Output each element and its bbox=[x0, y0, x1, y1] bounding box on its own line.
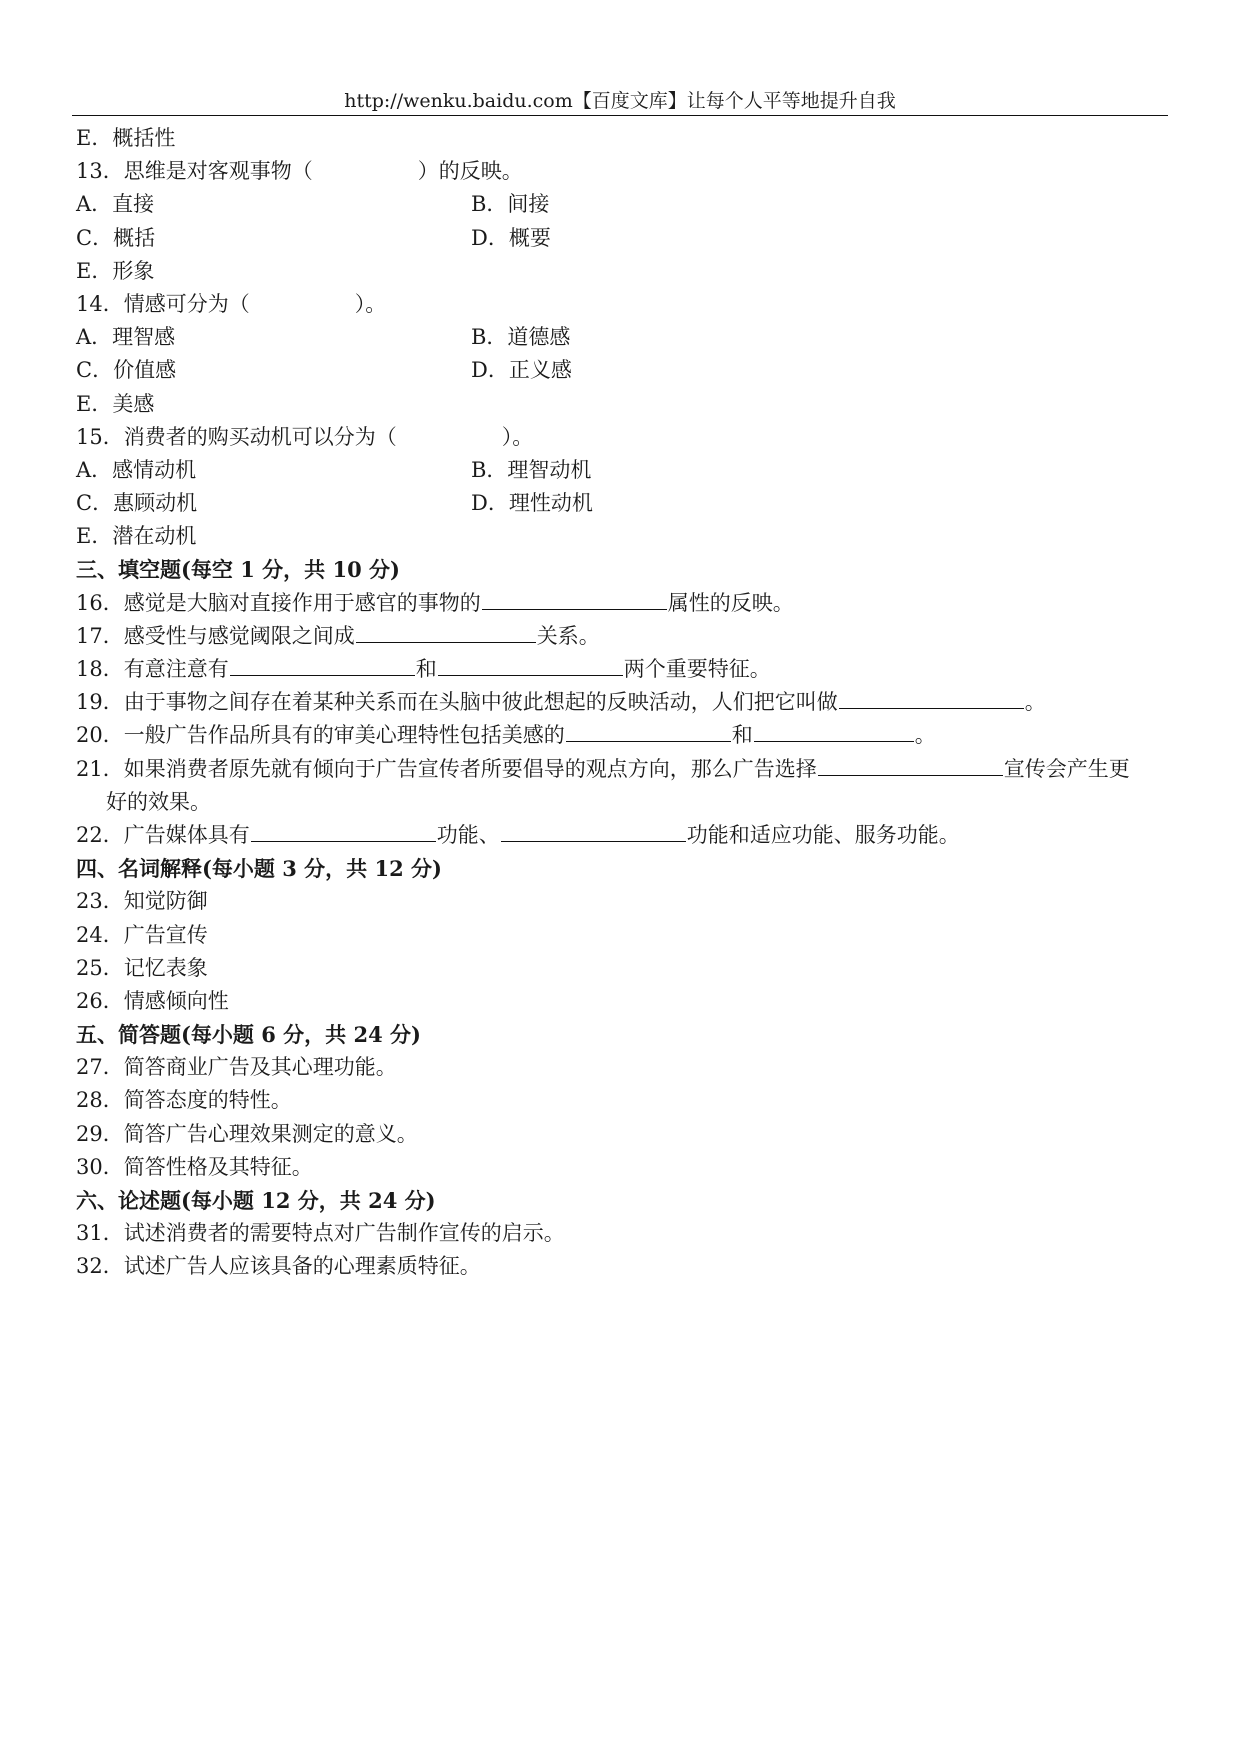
fill-blank[interactable] bbox=[482, 608, 667, 610]
question-17 bbox=[76, 620, 1168, 653]
fill-blank[interactable] bbox=[438, 674, 623, 676]
options-row bbox=[76, 188, 1168, 221]
question-text: 。 bbox=[1024, 690, 1046, 715]
question-13: 13．思维是对客观事物（ ）的反映。 bbox=[76, 159, 523, 184]
options-row bbox=[76, 454, 1168, 487]
question-text: 。 bbox=[914, 723, 936, 748]
options-row bbox=[76, 222, 1168, 255]
question-text: 19．由于事物之间存在着某种关系而在头脑中彼此想起的反映活动，人们把它叫做 bbox=[76, 690, 838, 715]
option-c: C．惠顾动机 bbox=[76, 491, 198, 516]
question-18 bbox=[76, 653, 1168, 686]
section-6-heading: 六、论述题(每小题 12 分，共 24 分) bbox=[76, 1188, 436, 1213]
question-14: 14．情感可分为（ ）。 bbox=[76, 291, 387, 316]
option-d: D．理性动机 bbox=[471, 491, 593, 516]
question-31: 31．试述消费者的需要特点对广告制作宣传的启示。 bbox=[76, 1221, 565, 1246]
fill-blank[interactable] bbox=[754, 740, 914, 742]
fill-blank[interactable] bbox=[501, 840, 686, 842]
question-15: 15．消费者的购买动机可以分为（ ）。 bbox=[76, 424, 534, 449]
option-c: C．概括 bbox=[76, 225, 156, 250]
question-16 bbox=[76, 587, 1168, 620]
fill-blank[interactable] bbox=[356, 641, 536, 643]
document-body bbox=[76, 122, 1168, 1284]
option-b: B．道德感 bbox=[471, 325, 571, 350]
option-b: B．间接 bbox=[471, 192, 550, 217]
option-e: E．美感 bbox=[76, 391, 155, 416]
option-d: D．概要 bbox=[471, 225, 551, 250]
question-text: 关系。 bbox=[536, 623, 600, 648]
question-text: 17．感受性与感觉阈限之间成 bbox=[76, 623, 355, 648]
question-22 bbox=[76, 819, 1168, 852]
question-text: 16．感觉是大脑对直接作用于感官的事物的 bbox=[76, 590, 481, 615]
question-30: 30．简答性格及其特征。 bbox=[76, 1154, 313, 1179]
options-row bbox=[76, 354, 1168, 387]
question-text: 21．如果消费者原先就有倾向于广告宣传者所要倡导的观点方向，那么广告选择 bbox=[76, 756, 817, 781]
fill-blank[interactable] bbox=[818, 774, 1003, 776]
question-26: 26．情感倾向性 bbox=[76, 988, 229, 1013]
fill-blank[interactable] bbox=[566, 740, 731, 742]
option-line: E．概括性 bbox=[76, 126, 176, 150]
option-a: A．直接 bbox=[76, 192, 155, 217]
header-text: http://wenku.baidu.com【百度文库】让每个人平等地提升自我 bbox=[344, 90, 896, 112]
fill-blank[interactable] bbox=[839, 707, 1024, 709]
option-a: A．理智感 bbox=[76, 325, 176, 350]
option-e: E．形象 bbox=[76, 258, 155, 283]
question-20 bbox=[76, 719, 1168, 752]
question-text: 宣传会产生更 bbox=[1003, 756, 1130, 781]
header-rule bbox=[72, 115, 1168, 116]
fill-blank[interactable] bbox=[251, 840, 436, 842]
question-text: 功能和适应功能、服务功能。 bbox=[686, 822, 960, 847]
question-19 bbox=[76, 686, 1168, 719]
fill-blank[interactable] bbox=[230, 674, 415, 676]
question-23: 23．知觉防御 bbox=[76, 889, 208, 914]
question-text: 两个重要特征。 bbox=[623, 657, 771, 681]
question-32: 32．试述广告人应该具备的心理素质特征。 bbox=[76, 1254, 481, 1279]
question-25: 25．记忆表象 bbox=[76, 955, 208, 980]
option-d: D．正义感 bbox=[471, 358, 572, 383]
option-e: E．潜在动机 bbox=[76, 524, 197, 549]
question-24: 24．广告宣传 bbox=[76, 922, 208, 947]
section-3-heading: 三、填空题(每空 1 分，共 10 分) bbox=[76, 557, 400, 583]
options-row bbox=[76, 321, 1168, 354]
question-text: 和 bbox=[731, 723, 753, 748]
question-text: 22．广告媒体具有 bbox=[76, 822, 250, 847]
question-27: 27．简答商业广告及其心理功能。 bbox=[76, 1055, 397, 1080]
option-c: C．价值感 bbox=[76, 358, 177, 383]
question-text: 功能、 bbox=[436, 822, 500, 847]
question-text: 属性的反映。 bbox=[667, 590, 794, 615]
section-4-heading: 四、名词解释(每小题 3 分，共 12 分) bbox=[76, 856, 442, 882]
page-header bbox=[72, 88, 1168, 114]
option-a: A．感情动机 bbox=[76, 457, 197, 482]
question-21-continued: 好的效果。 bbox=[106, 789, 211, 814]
option-b: B．理智动机 bbox=[471, 457, 592, 482]
question-21 bbox=[76, 753, 1168, 786]
question-text: 20．一般广告作品所具有的审美心理特性包括美感的 bbox=[76, 723, 565, 748]
question-29: 29．简答广告心理效果测定的意义。 bbox=[76, 1121, 418, 1146]
question-text: 和 bbox=[415, 657, 437, 681]
options-row bbox=[76, 487, 1168, 520]
question-28: 28．简答态度的特性。 bbox=[76, 1088, 292, 1113]
section-5-heading: 五、简答题(每小题 6 分，共 24 分) bbox=[76, 1022, 421, 1048]
question-text: 18．有意注意有 bbox=[76, 657, 229, 681]
